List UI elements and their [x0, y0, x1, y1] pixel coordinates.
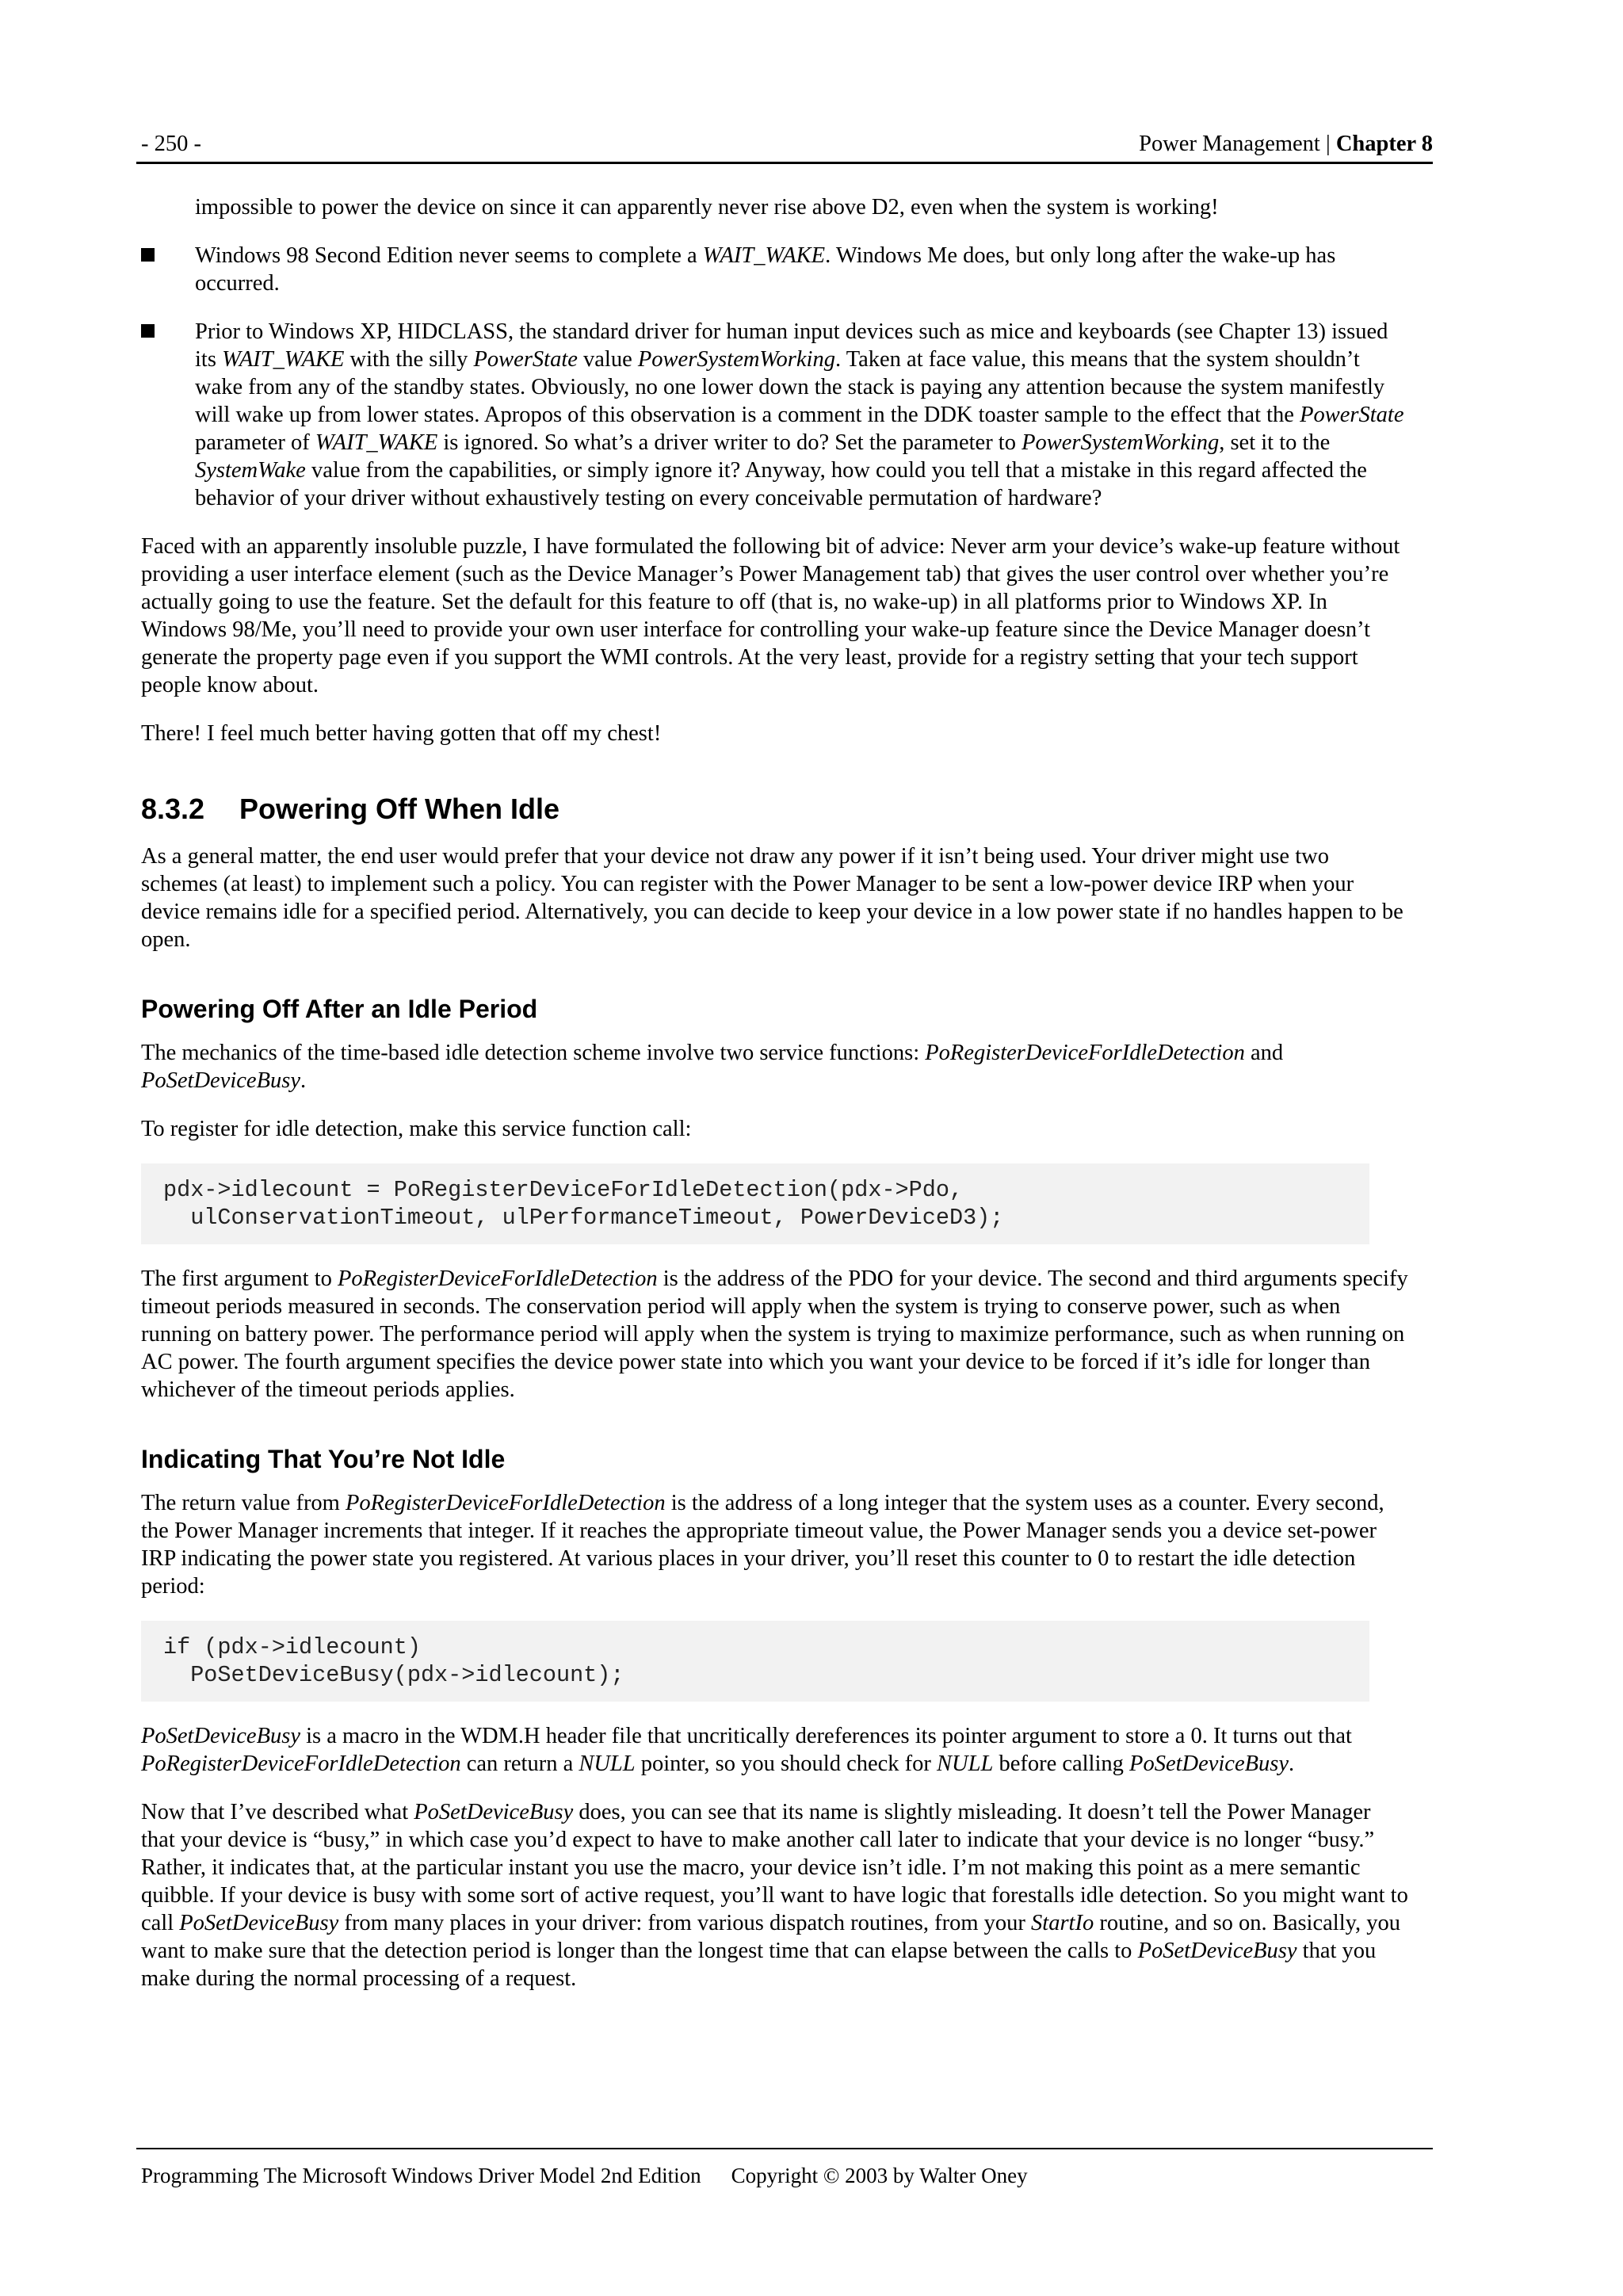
code-block-busy: if (pdx->idlecount) PoSetDeviceBusy(pdx->idlecount);: [141, 1621, 1369, 1702]
subsection-heading-idle-period: Powering Off After an Idle Period: [141, 995, 538, 1023]
section-title: Powering Off When Idle: [239, 793, 559, 825]
bullet-item: [141, 318, 1409, 512]
subsection-heading-not-idle: Indicating That You’re Not Idle: [141, 1445, 506, 1473]
paragraph: [141, 1265, 1409, 1404]
text-run: Prior to Windows XP, HIDCLASS, the standard driver for human input devices such as mice and keyboards (see Chapter 13) issued its: [195, 319, 1388, 372]
text-run: is the address of the PDO for your device. The second and third arguments specify timeout periods measured in seconds. The conservation period will apply when the system is trying to conserve power, such as when running on battery power. The performance period will apply when the system is trying to maximize performance, such as when running on AC power. The fourth argument specifies the device power state into which you want your device to be forced if it’s idle for longer than whichever of the timeout periods applies.: [141, 1266, 1408, 1402]
text-run: Windows 98 Second Edition never seems to complete a: [195, 243, 703, 268]
text-run: . Taken at face value, this means that the system shouldn’t wake from any of the standby states. Obviously, no one lower down the stack is paying any attention because the system manifestly will wake up from lower states. Apropos of this observation is a comment in the DDK toaster sample to the effect that the: [195, 347, 1385, 427]
italic-term: PowerState: [473, 347, 578, 372]
page-body: [141, 193, 1409, 2013]
copyright-notice: Copyright © 2003 by Walter Oney: [731, 2164, 1028, 2187]
paragraph: [141, 1489, 1409, 1600]
page-number: - 250 -: [141, 132, 201, 156]
italic-term: PowerSystemWorking: [1022, 430, 1220, 455]
text-run: with the silly: [344, 347, 474, 372]
text-run: value: [577, 347, 638, 372]
italic-term: SystemWake: [195, 458, 306, 483]
section-intro-paragraph: As a general matter, the end user would prefer that your device not draw any power if it isn’t being used. Your driver might use two schemes (at least) to implement such a policy. You can register with the Power Manager to be sent a low-power device IRP when your device remains idle for a specified period. Alternatively, you can decide to keep your device in a low power state if no handles happen to be open.: [141, 844, 1403, 952]
text-run: The mechanics of the time-based idle detection scheme involve two service functions:: [141, 1041, 926, 1065]
paragraph: To register for idle detection, make this service function call:: [141, 1117, 692, 1141]
code-block-register: pdx->idlecount = PoRegisterDeviceForIdleDetection(pdx->Pdo, ulConservationTimeout, ulPerformanceTimeout, PowerDeviceD3);: [141, 1163, 1369, 1244]
book-title: Programming The Microsoft Windows Driver Model 2nd Edition: [141, 2164, 701, 2187]
paragraph: [141, 1039, 1409, 1095]
page-footer: [136, 2148, 1433, 2189]
italic-term: PoSetDeviceBusy: [1137, 1939, 1297, 1963]
text-run: can return a: [460, 1752, 579, 1776]
italic-term: PoSetDeviceBusy: [414, 1800, 574, 1824]
text-run: pointer, so you should check for: [635, 1752, 938, 1776]
text-run: is ignored. So what’s a driver writer to do? Set the parameter to: [437, 430, 1022, 455]
italic-term: WAIT_WAKE: [222, 347, 345, 372]
section-heading: [141, 792, 1409, 827]
chapter-label: Chapter 8: [1335, 132, 1433, 156]
italic-term: NULL: [579, 1752, 636, 1776]
italic-term: PowerState: [1300, 403, 1404, 427]
text-run: , set it to the: [1219, 430, 1331, 455]
square-bullet-icon: [141, 248, 155, 262]
advice-paragraph: Faced with an apparently insoluble puzzle, I have formulated the following bit of advice: Never arm your device’s wake-up feature without providing a user interface element (such as the Device Manager’s Power Management tab) that gives the user control over whether you’re actually going to use the feature. Set the default for this feature to off (that is, no wake-up) in all platforms prior to Windows XP. In Windows 98/Me, you’ll need to provide your own user interface for controlling your wake-up feature since the Device Manager doesn’t generate the property page even if you support the WMI controls. At the very least, provide for a registry setting that your tech support people know about.: [141, 534, 1400, 697]
text-run: that you make during the normal processing of a request.: [141, 1939, 1377, 1991]
text-run: is a macro in the WDM.H header file that uncritically dereferences its pointer argument to store a 0. It turns out that: [300, 1724, 1352, 1748]
text-run: .: [1289, 1752, 1295, 1776]
italic-term: PowerSystemWorking: [637, 347, 835, 372]
italic-term: WAIT_WAKE: [702, 243, 826, 268]
text-run: routine, and so on. Basically, you want to make sure that the detection period is longer than the longest time that can elapse between the calls to: [141, 1911, 1401, 1963]
italic-term: PoSetDeviceBusy: [179, 1911, 339, 1935]
paragraph: [141, 1798, 1409, 1992]
italic-term: StartIo: [1031, 1911, 1094, 1935]
paragraph: [141, 1722, 1409, 1778]
italic-term: PoRegisterDeviceForIdleDetection: [345, 1491, 666, 1515]
bullet-item: [141, 242, 1409, 297]
continued-bullet-text: impossible to power the device on since it can apparently never rise above D2, even when the system is working!: [195, 195, 1219, 220]
text-run: .: [300, 1068, 307, 1093]
text-run: before calling: [993, 1752, 1130, 1776]
text-run: The first argument to: [141, 1266, 338, 1291]
italic-term: PoSetDeviceBusy: [141, 1068, 300, 1093]
text-run: The return value from: [141, 1491, 346, 1515]
section-number: 8.3.2: [141, 793, 205, 825]
closing-remark: There! I feel much better having gotten that off my chest!: [141, 721, 662, 746]
text-run: Now that I’ve described what: [141, 1800, 414, 1824]
running-head: [1139, 130, 1433, 159]
text-run: is the address of a long integer that the system uses as a counter. Every second, the Power Manager increments that integer. If it reaches the appropriate timeout value, the Power Manager sends you a device set-power IRP indicating the power state you registered. At various places in your driver, you’ll reset this counter to 0 to restart the idle detection period:: [141, 1491, 1384, 1599]
italic-term: WAIT_WAKE: [315, 430, 438, 455]
italic-term: PoRegisterDeviceForIdleDetection: [925, 1041, 1245, 1065]
square-bullet-icon: [141, 324, 155, 338]
italic-term: NULL: [937, 1752, 994, 1776]
text-run: . Windows Me does, but only long after the wake-up has occurred.: [195, 243, 1336, 296]
italic-term: PoSetDeviceBusy: [1129, 1752, 1289, 1776]
running-title: Power Management |: [1139, 132, 1336, 156]
text-run: does, you can see that its name is slightly misleading. It doesn’t tell the Power Manager that your device is “busy,” in which case you’d expect to have to make another call later to indicate that your device is no longer “busy.” Rather, it indicates that, at the particular instant you use the macro, your device isn’t idle. I’m not making this point as a mere semantic quibble. If your device is busy with some sort of active request, you’ll want to have logic that forestalls idle detection. So you might want to call: [141, 1800, 1408, 1935]
italic-term: PoSetDeviceBusy: [141, 1724, 300, 1748]
text-run: value from the capabilities, or simply ignore it? Anyway, how could you tell that a mistake in this regard affected the behavior of your driver without exhaustively testing on every conceivable permutation of hardware?: [195, 458, 1367, 510]
italic-term: PoRegisterDeviceForIdleDetection: [141, 1752, 461, 1776]
text-run: from many places in your driver: from various dispatch routines, from your: [338, 1911, 1032, 1935]
text-run: and: [1244, 1041, 1284, 1065]
text-run: parameter of: [195, 430, 315, 455]
italic-term: PoRegisterDeviceForIdleDetection: [338, 1266, 658, 1291]
page-header: [136, 130, 1433, 164]
